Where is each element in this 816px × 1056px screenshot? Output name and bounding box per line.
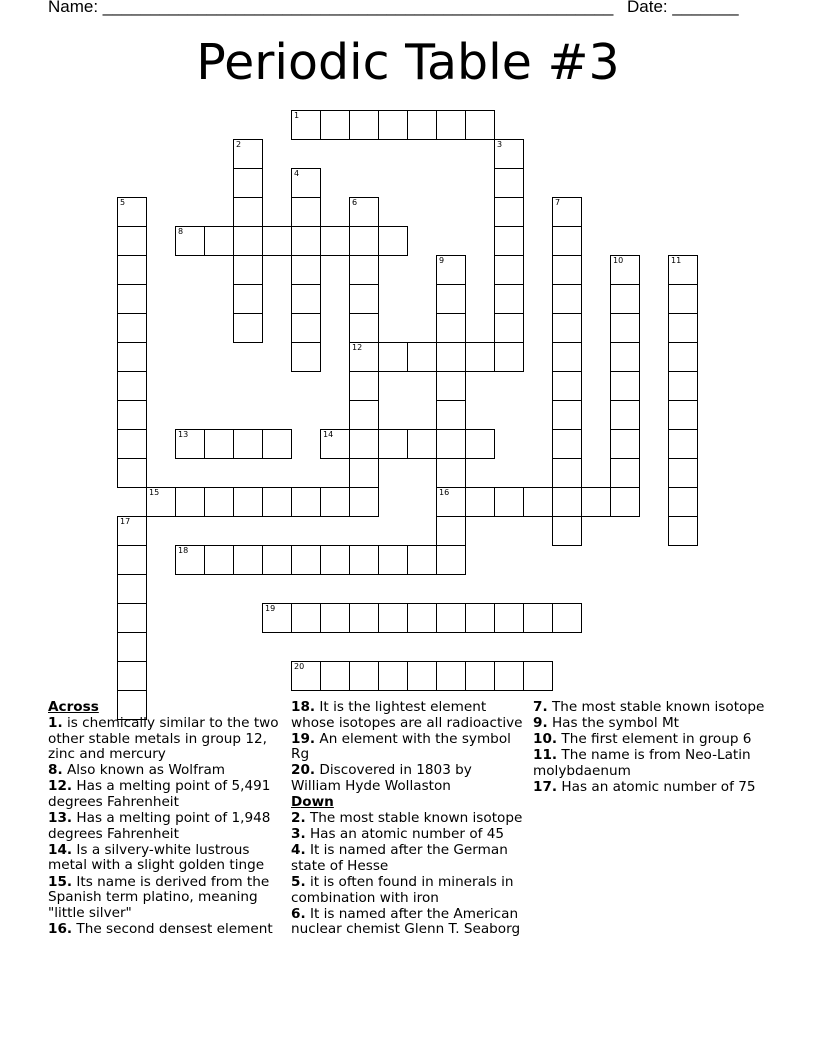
grid-cell[interactable] — [117, 255, 147, 285]
grid-cell[interactable] — [233, 226, 263, 256]
clue-number-label: 3 — [497, 140, 503, 149]
grid-cell[interactable] — [494, 313, 524, 343]
clue-item-text: It is named after the German state of Hesse — [291, 842, 508, 874]
grid-cell[interactable] — [436, 458, 466, 488]
grid-cell[interactable] — [117, 400, 147, 430]
grid-cell[interactable] — [407, 545, 437, 575]
page-title: Periodic Table #3 — [196, 34, 620, 91]
grid-cell[interactable] — [233, 139, 263, 169]
clue-column-3 — [533, 700, 765, 796]
grid-cell[interactable] — [291, 342, 321, 372]
clue-item-text: it is often found in minerals in combination with iron — [291, 874, 514, 906]
clue-item — [291, 827, 523, 843]
grid-cell[interactable] — [349, 110, 379, 140]
grid-cell[interactable] — [233, 545, 263, 575]
clue-item-number: 18. — [291, 699, 316, 715]
clue-number-label: 11 — [671, 256, 682, 265]
grid-cell[interactable] — [204, 429, 234, 459]
grid-cell[interactable] — [117, 313, 147, 343]
clue-number-label: 2 — [236, 140, 242, 149]
grid-cell[interactable] — [117, 371, 147, 401]
grid-cell[interactable] — [668, 255, 698, 285]
grid-cell[interactable] — [494, 226, 524, 256]
grid-cell[interactable] — [291, 661, 321, 691]
grid-cell[interactable] — [668, 429, 698, 459]
grid-cell[interactable] — [204, 226, 234, 256]
clue-item-number: 5. — [291, 874, 306, 891]
grid-cell[interactable] — [668, 400, 698, 430]
grid-cell[interactable] — [349, 284, 379, 314]
clue-item — [48, 716, 280, 763]
clue-number-label: 17 — [120, 517, 131, 526]
grid-cell[interactable] — [291, 545, 321, 575]
clue-item-number: 12. — [48, 778, 73, 795]
grid-cell[interactable] — [117, 603, 147, 633]
clue-item-number: 11. — [533, 747, 558, 764]
clue-number-label: 8 — [178, 227, 184, 236]
clue-number-label: 13 — [178, 430, 189, 439]
grid-cell[interactable] — [407, 110, 437, 140]
clue-item-number: 3. — [291, 826, 306, 843]
clue-item-text: The first element in group 6 — [557, 731, 752, 748]
clue-item — [291, 843, 523, 874]
grid-cell[interactable] — [233, 429, 263, 459]
clue-item-number: 9. — [533, 715, 548, 732]
clue-item-text: Has a melting point of 1,948 degrees Fahrenheit — [48, 810, 271, 842]
clue-item — [533, 780, 765, 796]
grid-cell[interactable] — [610, 400, 640, 430]
grid-cell[interactable] — [465, 429, 495, 459]
clue-item — [48, 922, 280, 938]
grid-cell[interactable] — [117, 632, 147, 662]
clue-number-label: 9 — [439, 256, 445, 265]
grid-cell[interactable] — [349, 400, 379, 430]
grid-cell[interactable] — [262, 487, 292, 517]
grid-cell[interactable] — [146, 487, 176, 517]
grid-cell[interactable] — [204, 545, 234, 575]
grid-cell[interactable] — [349, 603, 379, 633]
grid-cell[interactable] — [291, 110, 321, 140]
clue-section-heading: Across — [48, 699, 99, 715]
grid-cell[interactable] — [117, 429, 147, 459]
grid-cell[interactable] — [378, 342, 408, 372]
clue-column-2 — [291, 700, 523, 938]
grid-cell[interactable] — [610, 313, 640, 343]
clue-item-number: 2. — [291, 810, 306, 827]
clue-item-number: 16. — [48, 920, 73, 937]
grid-cell[interactable] — [552, 197, 582, 227]
grid-cell[interactable] — [320, 603, 350, 633]
grid-cell[interactable] — [436, 255, 466, 285]
grid-cell[interactable] — [349, 255, 379, 285]
grid-cell[interactable] — [610, 371, 640, 401]
grid-cell[interactable] — [349, 545, 379, 575]
grid-cell[interactable] — [668, 487, 698, 517]
clue-item-number: 1. — [48, 715, 63, 732]
grid-cell[interactable] — [668, 371, 698, 401]
grid-cell[interactable] — [668, 342, 698, 372]
grid-cell[interactable] — [436, 487, 466, 517]
clue-item-number: 10. — [533, 731, 558, 748]
clue-item-number: 14. — [48, 841, 73, 858]
clue-number-label: 14 — [323, 430, 334, 439]
clue-number-label: 18 — [178, 546, 189, 555]
grid-cell[interactable] — [320, 226, 350, 256]
clue-item-text: Has an atomic number of 75 — [557, 778, 756, 795]
grid-cell[interactable] — [465, 487, 495, 517]
clue-item-text: It is named after the American nuclear chemist Glenn T. Seaborg — [291, 905, 521, 938]
grid-cell[interactable] — [494, 168, 524, 198]
grid-cell[interactable] — [349, 197, 379, 227]
grid-cell[interactable] — [117, 284, 147, 314]
clue-item-number: 7. — [533, 699, 548, 715]
clue-item-number: 13. — [48, 810, 73, 827]
grid-cell[interactable] — [378, 429, 408, 459]
clue-item-text: The most stable known isotope — [305, 810, 523, 827]
grid-cell[interactable] — [175, 226, 205, 256]
clue-item-text: Discovered in 1803 by William Hyde Wollaston — [291, 762, 472, 794]
grid-cell[interactable] — [349, 342, 379, 372]
clue-item — [533, 732, 765, 748]
grid-cell[interactable] — [117, 661, 147, 691]
grid-cell[interactable] — [552, 371, 582, 401]
grid-cell[interactable] — [291, 603, 321, 633]
grid-cell[interactable] — [204, 487, 234, 517]
grid-cell[interactable] — [436, 284, 466, 314]
grid-cell[interactable] — [436, 110, 466, 140]
grid-cell[interactable] — [436, 545, 466, 575]
grid-cell[interactable] — [233, 487, 263, 517]
clue-item-text: It is the lightest element whose isotopes are all radioactive — [291, 699, 523, 731]
clue-item — [48, 875, 280, 922]
clue-number-label: 16 — [439, 488, 450, 497]
grid-cell[interactable] — [436, 400, 466, 430]
clue-item — [291, 811, 523, 827]
grid-cell[interactable] — [436, 371, 466, 401]
grid-cell[interactable] — [436, 603, 466, 633]
grid-cell[interactable] — [523, 487, 553, 517]
clue-item-number: 19. — [291, 730, 316, 747]
clue-item-text: The name is from Neo-Latin molybdaenum — [533, 747, 751, 779]
clue-number-label: 7 — [555, 198, 561, 207]
grid-cell[interactable] — [552, 603, 582, 633]
grid-cell[interactable] — [349, 371, 379, 401]
grid-cell[interactable] — [291, 197, 321, 227]
grid-cell[interactable] — [494, 255, 524, 285]
grid-cell[interactable] — [610, 458, 640, 488]
grid-cell[interactable] — [552, 400, 582, 430]
grid-cell[interactable] — [610, 487, 640, 517]
grid-cell[interactable] — [552, 516, 582, 546]
grid-cell[interactable] — [378, 661, 408, 691]
grid-cell[interactable] — [117, 458, 147, 488]
grid-cell[interactable] — [117, 574, 147, 604]
grid-cell[interactable] — [349, 429, 379, 459]
clue-item-number: 4. — [291, 842, 306, 859]
grid-cell[interactable] — [291, 313, 321, 343]
grid-cell[interactable] — [436, 313, 466, 343]
grid-cell[interactable] — [233, 313, 263, 343]
clue-item-text: Also known as Wolfram — [62, 762, 226, 779]
grid-cell[interactable] — [262, 226, 292, 256]
grid-cell[interactable] — [175, 429, 205, 459]
clue-item-text: Is a silvery-white lustrous metal with a slight golden tinge — [48, 841, 265, 874]
clue-item — [48, 811, 280, 842]
grid-cell[interactable] — [407, 342, 437, 372]
grid-cell[interactable] — [494, 197, 524, 227]
clue-item-number: 8. — [48, 762, 63, 779]
clue-number-label: 12 — [352, 343, 363, 352]
grid-cell[interactable] — [581, 487, 611, 517]
clue-column-1 — [48, 700, 280, 938]
grid-cell[interactable] — [407, 429, 437, 459]
clue-item — [291, 700, 523, 731]
grid-cell[interactable] — [465, 110, 495, 140]
grid-cell[interactable] — [552, 255, 582, 285]
clue-item-text: Its name is derived from the Spanish term platino, meaning "little silver" — [48, 873, 270, 921]
grid-cell[interactable] — [378, 110, 408, 140]
grid-cell[interactable] — [407, 661, 437, 691]
grid-cell[interactable] — [320, 487, 350, 517]
clue-item-text: Has the symbol Mt — [547, 715, 680, 732]
clue-item-number: 17. — [533, 778, 558, 795]
clue-item — [291, 732, 523, 763]
grid-cell[interactable] — [117, 342, 147, 372]
clue-item-text: Has a melting point of 5,491 degrees Fahrenheit — [48, 778, 271, 811]
clue-item-number: 6. — [291, 905, 306, 922]
clue-item-text: The most stable known isotope — [547, 699, 765, 715]
grid-cell[interactable] — [610, 429, 640, 459]
grid-cell[interactable] — [117, 226, 147, 256]
grid-cell[interactable] — [436, 429, 466, 459]
grid-cell[interactable] — [349, 313, 379, 343]
grid-cell[interactable] — [117, 545, 147, 575]
clue-item — [291, 907, 523, 938]
grid-cell[interactable] — [610, 284, 640, 314]
grid-cell[interactable] — [552, 458, 582, 488]
clue-number-label: 6 — [352, 198, 358, 207]
grid-cell[interactable] — [552, 226, 582, 256]
clue-item — [48, 763, 280, 779]
grid-cell[interactable] — [320, 661, 350, 691]
grid-cell[interactable] — [465, 603, 495, 633]
clue-item-text: An element with the symbol Rg — [291, 730, 511, 763]
clue-item — [291, 875, 523, 906]
grid-cell[interactable] — [552, 313, 582, 343]
grid-cell[interactable] — [610, 255, 640, 285]
clue-item — [48, 779, 280, 810]
grid-cell[interactable] — [175, 545, 205, 575]
grid-cell[interactable] — [378, 603, 408, 633]
grid-cell[interactable] — [494, 139, 524, 169]
grid-cell[interactable] — [552, 429, 582, 459]
clue-item — [533, 748, 765, 779]
grid-cell[interactable] — [233, 284, 263, 314]
grid-cell[interactable] — [465, 661, 495, 691]
grid-cell[interactable] — [465, 342, 495, 372]
grid-cell[interactable] — [552, 342, 582, 372]
clue-item-text: Has an atomic number of 45 — [305, 826, 505, 843]
date-field[interactable]: Date: _______ — [627, 0, 739, 16]
grid-cell[interactable] — [117, 197, 147, 227]
grid-cell[interactable] — [233, 255, 263, 285]
grid-cell[interactable] — [523, 661, 553, 691]
grid-cell[interactable] — [233, 168, 263, 198]
grid-cell[interactable] — [552, 284, 582, 314]
grid-cell[interactable] — [349, 487, 379, 517]
clue-number-label: 19 — [265, 604, 276, 613]
grid-cell[interactable] — [668, 284, 698, 314]
clue-section-heading: Down — [291, 794, 334, 811]
grid-cell[interactable] — [262, 429, 292, 459]
clue-item-number: 15. — [48, 873, 73, 890]
grid-cell[interactable] — [523, 603, 553, 633]
clue-number-label: 5 — [120, 198, 126, 207]
grid-cell[interactable] — [436, 661, 466, 691]
grid-cell[interactable] — [175, 487, 205, 517]
grid-cell[interactable] — [320, 110, 350, 140]
grid-cell[interactable] — [291, 255, 321, 285]
grid-cell[interactable] — [407, 603, 437, 633]
clue-item-text: The second densest element — [72, 920, 273, 937]
clue-number-label: 1 — [294, 111, 300, 120]
clue-item — [48, 843, 280, 874]
grid-cell[interactable] — [494, 603, 524, 633]
grid-cell[interactable] — [291, 226, 321, 256]
clue-number-label: 4 — [294, 169, 300, 178]
clue-number-label: 10 — [613, 256, 624, 265]
clue-item — [533, 716, 765, 732]
clue-number-label: 20 — [294, 662, 305, 671]
clue-item-text: is chemically similar to the two other stable metals in group 12, zinc and mercury — [48, 715, 279, 763]
grid-cell[interactable] — [291, 284, 321, 314]
clue-item-number: 20. — [291, 762, 316, 779]
grid-cell[interactable] — [494, 342, 524, 372]
grid-cell[interactable] — [320, 429, 350, 459]
grid-cell[interactable] — [668, 313, 698, 343]
grid-cell[interactable] — [320, 545, 350, 575]
grid-cell[interactable] — [349, 458, 379, 488]
grid-cell[interactable] — [436, 342, 466, 372]
grid-cell[interactable] — [436, 516, 466, 546]
grid-cell[interactable] — [494, 487, 524, 517]
clue-item — [291, 763, 523, 794]
grid-cell[interactable] — [610, 342, 640, 372]
grid-cell[interactable] — [233, 197, 263, 227]
grid-cell[interactable] — [291, 487, 321, 517]
grid-cell[interactable] — [378, 226, 408, 256]
grid-cell[interactable] — [494, 284, 524, 314]
grid-cell[interactable] — [552, 487, 582, 517]
grid-cell[interactable] — [378, 545, 408, 575]
grid-cell[interactable] — [262, 545, 292, 575]
grid-cell[interactable] — [349, 661, 379, 691]
grid-cell[interactable] — [291, 168, 321, 198]
grid-cell[interactable] — [262, 603, 292, 633]
name-field[interactable]: Name: ______________________________________________________ — [48, 0, 614, 16]
grid-cell[interactable] — [349, 226, 379, 256]
clue-item — [533, 700, 765, 716]
clue-number-label: 15 — [149, 488, 160, 497]
grid-cell[interactable] — [668, 516, 698, 546]
grid-cell[interactable] — [117, 516, 147, 546]
grid-cell[interactable] — [494, 661, 524, 691]
grid-cell[interactable] — [668, 458, 698, 488]
